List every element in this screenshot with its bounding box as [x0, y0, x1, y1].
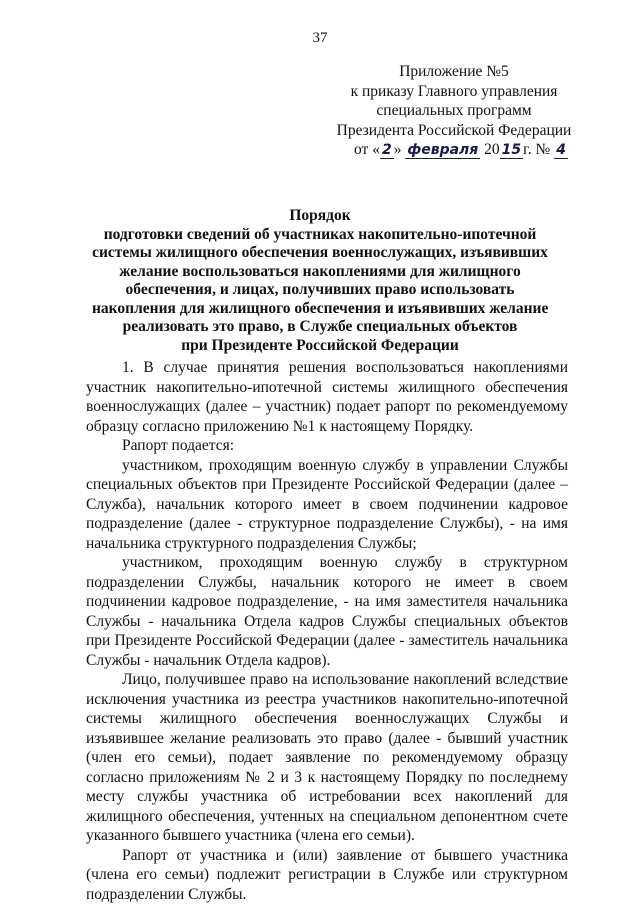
- order-number-handwritten: 4: [556, 142, 566, 158]
- paragraph-3: участником, проходящим военную службу в управлении Службы специальных объектов при Президенте Российской Федерации (далее – Служба), начальник которого имеет в своем подчинении кадровое подразделение (далее - структурное подразделение Службы), - на имя начальника структурного подразделения Службы;: [86, 456, 568, 552]
- document-body: [86, 358, 568, 904]
- appendix-header: [320, 62, 588, 161]
- order-month-handwritten: февраля: [407, 142, 479, 158]
- paragraph-4: участником, проходящим военную службу в структурном подразделении Службы, начальник которого не имеет в своем подчинении кадровое подразделение, - на имя заместителя начальника Службы - начальника Отдела кадров Службы специальных объектов при Президенте Российской Федерации (далее - заместитель начальника Службы - начальник Отдела кадров).: [86, 554, 568, 669]
- paragraph-5: Лицо, получившее право на использование накоплений вследствие исключения участника из реестра участников накопительно-ипотечной системы жилищного обеспечения военнослужащих Службы и изъявившее желание реализовать это право (далее - бывший участник (член его семьи), подает заявление по рекомендуемому образцу согласно приложениям № 2 и 3 к настоящему Порядку по последнему месту службы участника об истребовании всех накоплений для жилищного обеспечения, учтенных на специальном депонентном счете указанного бывшего участника (члена его семьи).: [86, 671, 568, 844]
- order-year-handwritten: 15: [501, 142, 522, 158]
- order-day-handwritten: 2: [381, 142, 392, 158]
- title-line: желание воспользоваться накоплениями для жилищного: [119, 262, 521, 280]
- appendix-authority: Президента Российской Федерации: [336, 121, 572, 139]
- order-mid: »: [393, 141, 402, 158]
- appendix-title: Приложение №5: [399, 63, 509, 80]
- paragraph-1: 1. В случае принятия решения воспользоваться накоплениями участник накопительно-ипотечной системы жилищного обеспечения военнослужащих (далее – участник) подает рапорт по рекомендуемому образцу согласно приложению №1 к настоящему Порядку.: [86, 359, 568, 435]
- appendix-department: специальных программ: [376, 102, 532, 119]
- title-heading: Порядок: [289, 207, 351, 224]
- title-line: реализовать это право, в Службе специальных объектов: [122, 318, 518, 335]
- page-number: 37: [312, 30, 328, 46]
- document-title: [92, 207, 548, 355]
- title-line: системы жилищного обеспечения военнослужащих, изъявивших: [92, 244, 548, 261]
- order-prefix: от «: [354, 141, 380, 158]
- order-year-prefix: 20: [484, 141, 500, 158]
- appendix-order-ref: к приказу Главного управления: [350, 82, 558, 100]
- title-line: обеспечения, и лицах, получивших право использовать: [125, 281, 515, 298]
- order-date-line: [320, 140, 588, 161]
- title-line: подготовки сведений об участниках накопительно-ипотечной: [103, 225, 537, 243]
- title-line: накопления для жилищного обеспечения и изъявивших желание: [92, 299, 549, 317]
- paragraph-2: Рапорт подается:: [122, 437, 235, 454]
- order-suffix: г. №: [523, 141, 551, 158]
- title-line: при Президенте Российской Федерации: [181, 336, 459, 354]
- paragraph-6: Рапорт от участника и (или) заявление от бывшего участника (члена его семьи) подлежит регистрации в Службе или структурном подразделении Службы.: [86, 846, 568, 903]
